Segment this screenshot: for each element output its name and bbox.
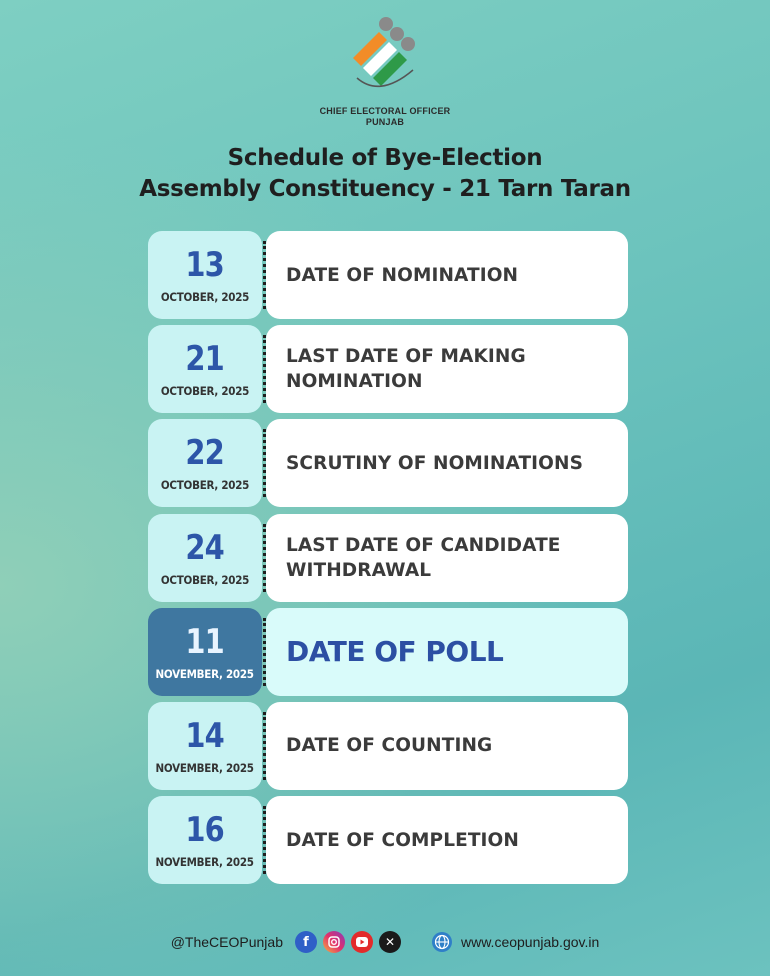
event-label: DATE OF COMPLETION [286,829,519,851]
event-box [266,514,628,602]
date-month: OCTOBER, 2025 [160,572,250,587]
date-box [148,514,262,602]
instagram-icon[interactable] [323,931,345,953]
event-label: LAST DATE OF MAKING NOMINATION [286,346,526,393]
date-box [148,419,262,507]
title-line-2: Assembly Constituency - 21 Tarn Taran [139,176,631,202]
schedule-row-last-nomination [148,325,628,413]
date-day: 13 [185,245,225,285]
x-icon[interactable]: ✕ [379,931,401,953]
event-label: DATE OF COUNTING [286,735,493,757]
date-month: NOVEMBER, 2025 [155,666,255,681]
footer [0,928,770,956]
date-month: NOVEMBER, 2025 [155,760,255,775]
date-day: 14 [185,715,225,756]
date-month: OCTOBER, 2025 [160,290,250,304]
event-box [266,702,628,790]
date-month: NOVEMBER, 2025 [155,855,255,870]
event-label: LAST DATE OF CANDIDATE WITHDRAWAL [286,534,561,581]
event-label: DATE OF NOMINATION [286,264,519,286]
schedule-row-completion [148,796,628,884]
event-box [266,419,628,507]
election-commission-logo [335,12,435,106]
date-day: 11 [185,621,225,662]
schedule-row-poll [148,608,628,696]
date-box [148,702,262,790]
date-box [148,796,262,884]
event-label: DATE OF POLL [286,635,504,669]
youtube-icon[interactable] [351,931,373,953]
header [0,12,770,128]
schedule-row-withdrawal [148,514,628,602]
website-link[interactable]: www.ceopunjab.gov.in [461,934,600,950]
facebook-icon[interactable]: f [295,931,317,953]
event-box [266,796,628,884]
org-state: PUNJAB [365,117,405,127]
date-day: 16 [185,810,225,851]
date-day: 21 [185,339,225,380]
date-box [148,325,262,413]
date-day: 22 [185,433,225,474]
event-box [266,325,628,413]
schedule-row-counting [148,702,628,790]
event-box [266,231,628,319]
date-day: 24 [185,527,225,568]
page-title [0,143,770,205]
event-label: SCRUTINY OF NOMINATIONS [286,452,583,474]
social-handle[interactable]: @TheCEOPunjab [170,934,283,950]
schedule-row-scrutiny [148,419,628,507]
globe-icon [431,931,453,953]
date-box [148,231,262,319]
event-box-highlight [266,608,628,696]
schedule-list [148,231,628,890]
org-name: CHIEF ELECTORAL OFFICER [319,106,451,116]
date-month: OCTOBER, 2025 [160,384,250,399]
title-line-1: Schedule of Bye-Election [227,145,543,171]
schedule-row-nomination [148,231,628,319]
date-box-highlight [148,608,262,696]
date-month: OCTOBER, 2025 [160,478,250,493]
